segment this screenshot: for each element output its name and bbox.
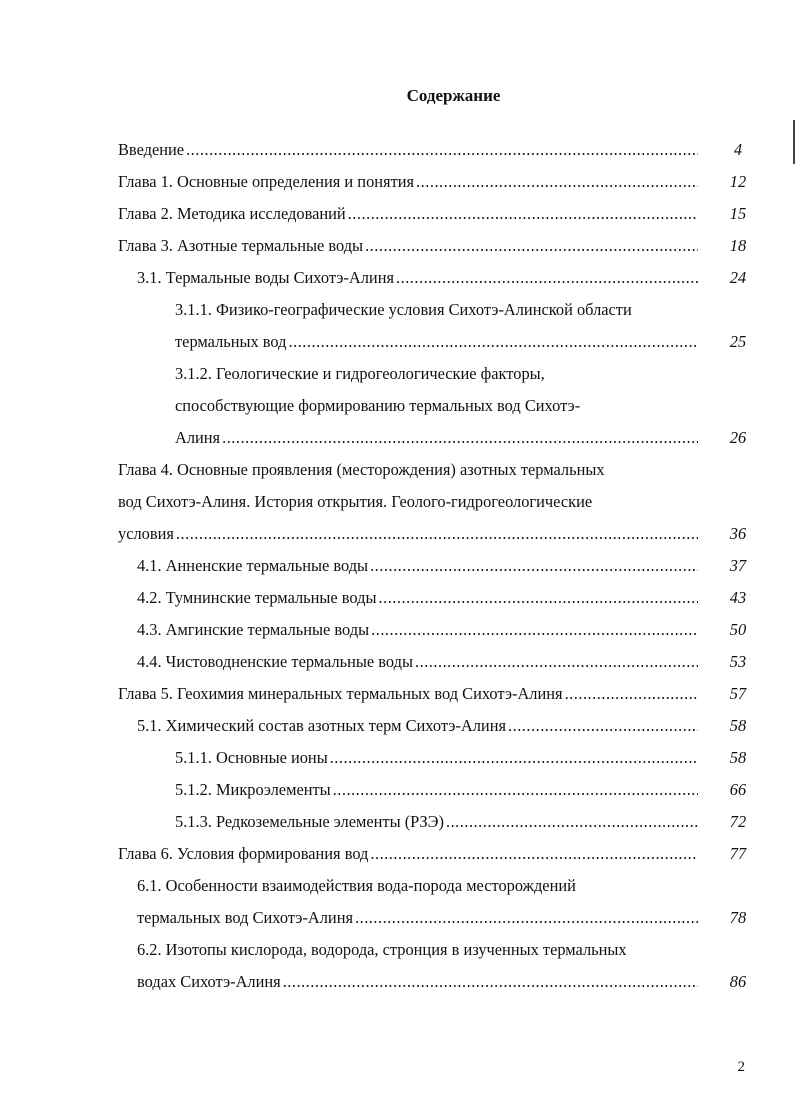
toc-entry-chapter-6[interactable] — [118, 832, 747, 864]
toc-entry-text: 5.1.2. Микроэлементы — [175, 780, 331, 799]
toc-page-number: 4 — [733, 140, 743, 159]
toc-entry-chapter-2[interactable] — [118, 192, 747, 224]
toc-entry-section-6-2[interactable] — [137, 960, 747, 992]
toc-entry-text: условия — [118, 524, 174, 543]
leader-dots — [355, 908, 698, 928]
leader-dots — [365, 236, 698, 256]
scan-edge-mark — [793, 120, 795, 164]
leader-dots — [508, 716, 698, 736]
toc-page-number: 78 — [729, 908, 747, 927]
page-number: 2 — [737, 1059, 745, 1075]
toc-title: Содержание — [406, 86, 501, 105]
leader-dots — [396, 268, 698, 288]
toc-entry-text: 5.1.1. Основные ионы — [175, 748, 328, 767]
toc-entry-section-4-4[interactable] — [137, 640, 747, 672]
toc-entry-section-3-1-1[interactable] — [175, 320, 747, 352]
toc-entry-section-6-1[interactable] — [137, 896, 747, 928]
toc-page-number: 36 — [729, 524, 747, 543]
toc-entry-text: Алиня — [175, 428, 221, 447]
toc-page-number: 58 — [729, 716, 747, 735]
toc-page-number: 72 — [729, 812, 747, 831]
toc-page-number: 12 — [729, 172, 747, 191]
toc-page-number: 86 — [729, 972, 747, 991]
toc-entry-line: 3.1.2. Геологические и гидрогеологические факторы, — [175, 364, 545, 383]
toc-page-number: 25 — [729, 332, 747, 351]
leader-dots — [379, 588, 698, 608]
leader-dots — [370, 556, 698, 576]
leader-dots — [416, 172, 698, 192]
leader-dots — [370, 844, 698, 864]
toc-page-number: 66 — [729, 780, 747, 799]
toc-entry-line: способствующие формированию термальных вод Сихотэ- — [175, 396, 581, 415]
toc-entry-text: водах Сихотэ-Алиня — [137, 972, 281, 991]
toc-entry-line: 6.1. Особенности взаимодействия вода-порода месторождений — [137, 876, 576, 895]
toc-entry-text: Глава 1. Основные определения и понятия — [118, 172, 415, 191]
toc-entry-text: 3.1. Термальные воды Сихотэ-Алиня — [137, 268, 394, 287]
toc-entry-text: Глава 3. Азотные термальные воды — [118, 236, 364, 255]
toc-entry-line: 6.2. Изотопы кислорода, водорода, стронция в изученных термальных — [137, 940, 627, 959]
toc-entry-text: Глава 5. Геохимия минеральных термальных вод Сихотэ-Алиня — [118, 684, 563, 703]
toc-entry-text: 4.2. Тумнинские термальные воды — [137, 588, 377, 607]
leader-dots — [565, 684, 698, 704]
leader-dots — [348, 204, 698, 224]
toc-entry-chapter-1[interactable] — [118, 160, 747, 192]
leader-dots — [222, 428, 698, 448]
leader-dots — [333, 780, 698, 800]
toc-entry-section-4-2[interactable] — [137, 576, 747, 608]
toc-entry-chapter-3[interactable] — [118, 224, 747, 256]
toc-page-number: 15 — [729, 204, 747, 223]
toc-entry-section-5-1-1[interactable] — [175, 736, 747, 768]
toc-entry-chapter-4[interactable] — [118, 512, 747, 544]
toc-page-number: 50 — [729, 620, 747, 639]
leader-dots — [415, 652, 698, 672]
toc-entry-text: 4.1. Анненские термальные воды — [137, 556, 369, 575]
toc-entry-text: Глава 2. Методика исследований — [118, 204, 346, 223]
toc-entry-chapter-5[interactable] — [118, 672, 747, 704]
toc-page-number: 57 — [729, 684, 747, 703]
toc-entry-section-4-1[interactable] — [137, 544, 747, 576]
toc-entry-text: 5.1. Химический состав азотных терм Сихотэ-Алиня — [137, 716, 507, 735]
toc-page-number: 77 — [729, 844, 747, 863]
toc-entry-section-5-1[interactable] — [137, 704, 747, 736]
toc-entry-text: термальных вод Сихотэ-Алиня — [137, 908, 353, 927]
leader-dots — [283, 972, 698, 992]
toc-page-number: 37 — [729, 556, 747, 575]
leader-dots — [186, 140, 698, 160]
toc-entry-line: 3.1.1. Физико-географические условия Сихотэ-Алинской области — [175, 300, 632, 319]
toc-page-number: 26 — [729, 428, 747, 447]
toc-entry-text: Введение — [118, 140, 185, 159]
leader-dots — [330, 748, 698, 768]
toc-entry-text: 5.1.3. Редкоземельные элементы (РЗЭ) — [175, 812, 444, 831]
leader-dots — [371, 620, 698, 640]
toc-entry-text: 4.3. Амгинские термальные воды — [137, 620, 370, 639]
toc-entry-text: термальных вод — [175, 332, 287, 351]
toc-entry-text: Глава 6. Условия формирования вод — [118, 844, 369, 863]
toc-entry-section-5-1-2[interactable] — [175, 768, 747, 800]
toc-page-number: 53 — [729, 652, 747, 671]
leader-dots — [446, 812, 698, 832]
toc-entry-section-3-1-2[interactable] — [175, 416, 747, 448]
toc-entry-section-4-3[interactable] — [137, 608, 747, 640]
toc-page-number: 43 — [729, 588, 747, 607]
toc-entry-line: Глава 4. Основные проявления (месторождения) азотных термальных — [118, 460, 605, 479]
leader-dots — [289, 332, 699, 352]
toc-entry-section-3-1[interactable] — [137, 256, 747, 288]
toc-page-number: 58 — [729, 748, 747, 767]
toc-page-number: 18 — [729, 236, 747, 255]
toc-entry-line: вод Сихотэ-Алиня. История открытия. Геолого-гидрогеологические — [118, 492, 593, 511]
leader-dots — [176, 524, 698, 544]
toc-entry-text: 4.4. Чистоводненские термальные воды — [137, 652, 413, 671]
toc-entry-section-5-1-3[interactable] — [175, 800, 747, 832]
toc-page-number: 24 — [729, 268, 747, 287]
toc-entry-introduction[interactable] — [118, 128, 743, 160]
